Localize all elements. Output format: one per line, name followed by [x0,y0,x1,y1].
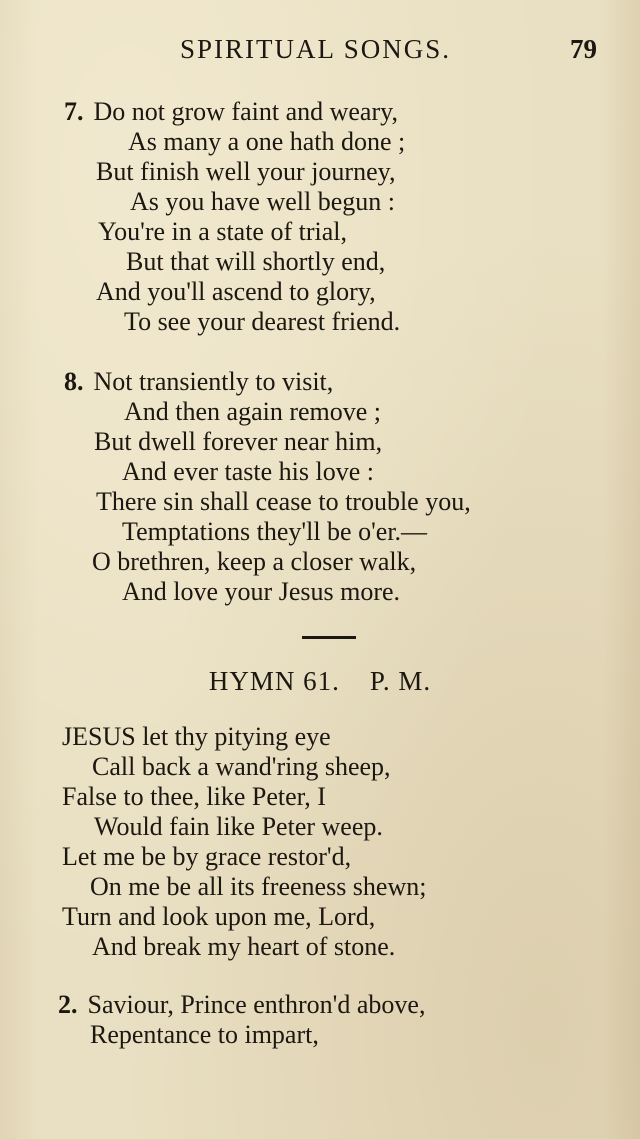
hymn-line-6: On me be all its freeness shewn; [90,872,427,901]
stanza-number: 7. [64,97,84,126]
hymn-line-8: And break my heart of stone. [92,932,396,961]
verse-text: Saviour, Prince enthron'd above, [87,990,426,1019]
running-head [0,34,640,74]
stanza-7-line-4: As you have well begun : [130,187,396,216]
stanza-8-line-3: But dwell forever near him, [94,427,383,456]
stanza-8-line-7: O brethren, keep a closer walk, [92,547,417,576]
hymn-title: HYMN 61. [208,666,340,696]
hymn-line-5: Let me be by grace restor'd, [62,842,352,871]
hymn-stanza-2-line-2: Repentance to impart, [90,1020,319,1049]
stanza-7-line-8: To see your dearest friend. [124,307,401,336]
hymn-line-4: Would fain like Peter weep. [94,812,383,841]
hymn-line-7: Turn and look upon me, Lord, [62,902,376,931]
stanza-number: 2. [58,990,78,1019]
running-title: SPIRITUAL SONGS. [180,34,452,64]
hymn-meter: P. M. [369,666,432,696]
page-number: 79 [570,34,597,64]
hymn-line-2: Call back a wand'ring sheep, [92,752,391,781]
stanza-8-line-8: And love your Jesus more. [122,577,401,606]
hymn-line-1: JESUS let thy pitying eye [62,722,331,751]
stanza-7-line-6: But that will shortly end, [126,247,386,276]
stanza-8-line-5: There sin shall cease to trouble you, [96,487,471,516]
verse-text: Do not grow faint and weary, [93,97,398,126]
stanza-7-line-7: And you'll ascend to glory, [96,277,376,306]
stanza-7-line-1 [64,97,398,127]
hymn-stanza-2-line-1 [58,990,425,1020]
stanza-8-line-4: And ever taste his love : [122,457,374,486]
section-rule [302,636,356,639]
stanza-7-line-5: You're in a state of trial, [98,217,347,246]
stanza-8-line-2: And then again remove ; [124,397,382,426]
stanza-8-line-6: Temptations they'll be o'er.— [122,517,428,546]
hymn-heading [0,666,640,697]
stanza-number: 8. [64,367,84,396]
hymn-line-3: False to thee, like Peter, I [62,782,326,811]
stanza-7-line-2: As many a one hath done ; [128,127,406,156]
stanza-8-line-1 [64,367,333,397]
verse-text: Not transiently to visit, [93,367,334,396]
stanza-7-line-3: But finish well your journey, [96,157,396,186]
